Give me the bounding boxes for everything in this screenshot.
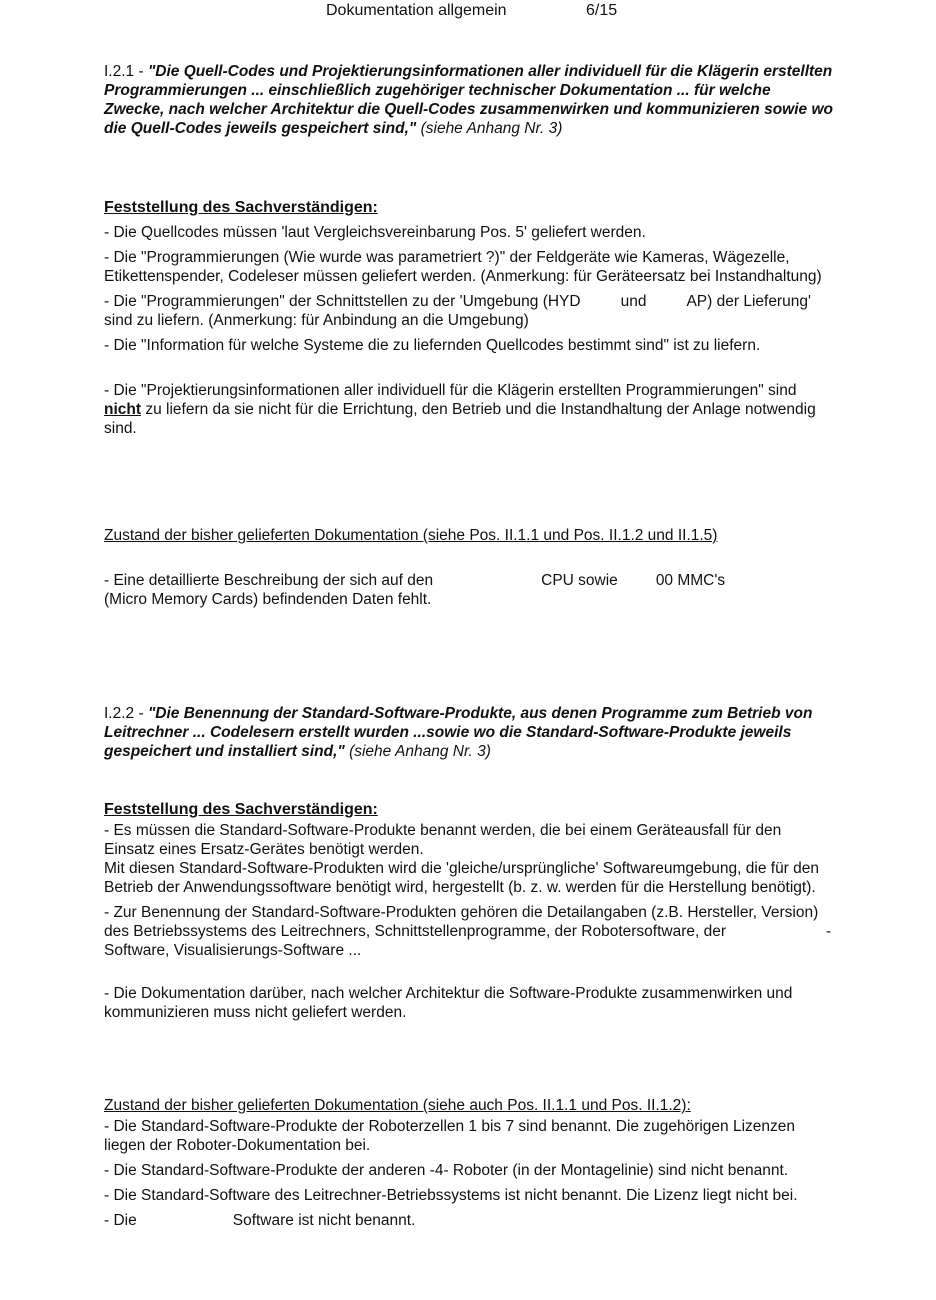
status-heading: Zustand der bisher gelieferten Dokumentation (siehe Pos. II.1.1 und Pos. II.1.2 und II.1.5) [104, 527, 718, 544]
finding-paragraph: - Die "Information für welche Systeme die zu liefernden Quellcodes bestimmt sind" ist zu liefern. [104, 337, 761, 354]
section-number: I.2.1 [104, 63, 135, 80]
text-segment: - Die [104, 1212, 137, 1229]
section-2-quote [104, 704, 834, 761]
text-segment: 00 MMC's [655, 572, 726, 589]
text-segment: zu liefern da sie nicht für die Errichtung, den Betrieb und die Instandhaltung der Anlage notwendig sind. [104, 401, 816, 437]
text-segment: - Zur Benennung der Standard-Software-Produkten gehören die Detailangaben (z.B. Hersteller, Version) des Betriebssystems des Leitrechners, Schnittstellenprogramme, der Robotersoftware, der [104, 904, 819, 940]
finding-paragraph: - Die Quellcodes müssen 'laut Vergleichsvereinbarung Pos. 5' geliefert werden. [104, 224, 646, 241]
finding-paragraph [104, 903, 834, 960]
findings-heading: Feststellung des Sachverständigen: [104, 801, 378, 818]
section-1-quote [104, 62, 834, 138]
annex-reference: (siehe Anhang Nr. 3) [416, 120, 563, 137]
text-segment: CPU sowie [541, 572, 618, 589]
text-segment: AP) der Lieferung' sind zu liefern. (Anmerkung: für Anbindung an die Umgebung) [104, 293, 811, 329]
section-2-status [104, 1096, 834, 1236]
section-quote: "Die Quell-Codes und Projektierungsinformationen aller individuell für die Klägerin erstellten Programmierungen ... einschließlich zugehöriger technischer Dokumentation ... für welche Zwecke, nach welcher Architektur die Quell-Codes zusammenwirken und kommunizieren sowie wo die Quell-Codes jeweils gespeichert sind," [104, 63, 833, 137]
section-quote: "Die Benennung der Standard-Software-Produkte, aus denen Programme zum Betrieb von Leitrechner ... Codelesern erstellt wurden ...sowie wo die Standard-Software-Produkte jeweils gespeichert und installiert sind," [104, 705, 813, 760]
emphasis-text: nicht [104, 401, 142, 418]
finding-paragraph: - Die "Programmierungen (Wie wurde was parametriert ?)" der Feldgeräte wie Kameras, Wägezelle, Etikettenspender, Codeleser müssen geliefert werden. (Anmerkung: für Geräteersatz bei Instandhaltung) [104, 249, 822, 285]
page-header [326, 2, 618, 20]
finding-paragraph: - Die Dokumentation darüber, nach welcher Architektur die Software-Produkte zusammenwirken und kommunizieren muss nicht geliefert werden. [104, 985, 793, 1021]
text-segment: - Die "Programmierungen" der Schnittstellen zu der 'Umgebung (HYD [104, 293, 581, 310]
section-1-status [104, 526, 834, 609]
finding-paragraph: - Es müssen die Standard-Software-Produkte benannt werden, die bei einem Geräteausfall für den Einsatz eines Ersatz-Gerätes benötigt werden. [104, 822, 782, 858]
annex-reference: (siehe Anhang Nr. 3) [344, 743, 491, 760]
status-heading: Zustand der bisher gelieferten Dokumentation (siehe auch Pos. II.1.1 und Pos. II.1.2): [104, 1097, 691, 1114]
header-title: Dokumentation allgemein [326, 2, 507, 19]
text-segment: - Die "Projektierungsinformationen aller individuell für die Klägerin erstellten Programmierungen" sind [104, 382, 797, 399]
dash: - [134, 705, 148, 722]
status-paragraph: - Die Standard-Software-Produkte der anderen -4- Roboter (in der Montagelinie) sind nicht benannt. [104, 1162, 789, 1179]
finding-paragraph: Mit diesen Standard-Software-Produkten wird die 'gleiche/ursprüngliche' Softwareumgebung, die für den Betrieb der Anwendungssoftware benötigt wird, hergestellt (b. z. w. werden für die Herstellung benötigt). [104, 860, 820, 896]
text-segment: - Eine detaillierte Beschreibung der sich auf den [104, 572, 434, 589]
dash: - [134, 63, 148, 80]
section-number: I.2.2 [104, 705, 135, 722]
text-segment: Software ist nicht benannt. [232, 1212, 416, 1229]
status-paragraph [104, 1211, 834, 1230]
status-paragraph [104, 571, 834, 609]
text-segment: (Micro Memory Cards) befindenden Daten fehlt. [104, 591, 432, 608]
status-paragraph: - Die Standard-Software-Produkte der Roboterzellen 1 bis 7 sind benannt. Die zugehörigen Lizenzen liegen der Roboter-Dokumentation bei. [104, 1118, 796, 1154]
finding-paragraph [104, 381, 834, 438]
status-paragraph: - Die Standard-Software des Leitrechner-Betriebssystems ist nicht benannt. Die Lizenz liegt nicht bei. [104, 1187, 798, 1204]
section-2-findings [104, 800, 834, 1028]
finding-paragraph [104, 292, 834, 330]
text-segment: und [620, 293, 647, 310]
findings-heading: Feststellung des Sachverständigen: [104, 199, 378, 216]
section-1-findings [104, 198, 834, 444]
text-segment: -Software, Visualisierungs-Software ... [104, 923, 832, 959]
page-number: 6/15 [586, 2, 618, 19]
